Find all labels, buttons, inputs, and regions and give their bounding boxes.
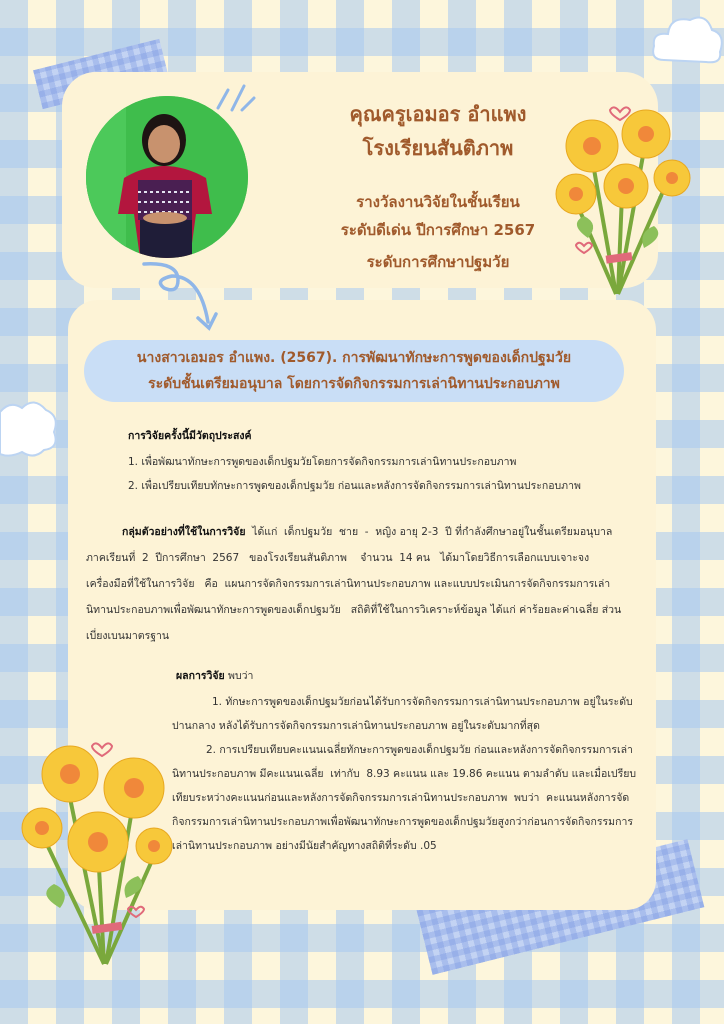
cloud-icon xyxy=(0,394,60,464)
curved-arrow-icon xyxy=(138,258,228,338)
school-name: โรงเรียนสันติภาพ xyxy=(362,136,514,160)
result-line: กิจกรรมการเล่านิทานประกอบภาพเพื่อพัฒนาทักษะการพูดของเด็กปฐมวัยสูงกว่าก่อนการจัดกิจกรรมการ xyxy=(172,816,633,828)
sunflower-bouquet-icon xyxy=(548,98,694,302)
results-heading: ผลการวิจัย พบว่า xyxy=(176,670,254,682)
result-line: เทียบระหว่างคะแนนก่อนและหลังการจัดกิจกรรมการเล่านิทานประกอบภาพ พบว่า คะแนนหลังการจัด xyxy=(172,792,630,804)
citation-banner xyxy=(84,340,624,402)
citation-line-1: นางสาวเอมอร อำแพง. (2567). การพัฒนาทักษะการพูดของเด็กปฐมวัย xyxy=(136,350,572,366)
sample-paragraph-line: เครื่องมือที่ใช้ในการวิจัย คือ แผนการจัดกิจกรรมการเล่านิทานประกอบภาพ และแบบประเมินการจัดกิจกรรมการเล่า xyxy=(86,578,611,590)
objective-item: 2. เพื่อเปรียบเทียบทักษะการพูดของเด็กปฐมวัย ก่อนและหลังการจัดกิจกรรมการเล่านิทานประกอบภาพ xyxy=(128,480,581,492)
objective-item: 1. เพื่อพัฒนาทักษะการพูดของเด็กปฐมวัยโดยการจัดกิจกรรมการเล่านิทานประกอบภาพ xyxy=(128,456,517,468)
citation-line-2: ระดับชั้นเตรียมอนุบาล โดยการจัดกิจกรรมการเล่านิทานประกอบภาพ xyxy=(148,376,560,392)
result-line: 1. ทักษะการพูดของเด็กปฐมวัยก่อนได้รับการจัดกิจกรรมการเล่านิทานประกอบภาพ อยู่ในระดับ xyxy=(212,696,633,708)
results-label: ผลการวิจัย xyxy=(176,670,225,682)
education-level: ระดับการศึกษาปฐมวัย xyxy=(366,253,510,271)
teacher-photo xyxy=(86,96,248,258)
result-line: นิทานประกอบภาพ มีคะแนนเฉลี่ย เท่ากับ 8.93 คะแนน และ 19.86 คะแนน ตามลำดับ และเมื่อเปรียบ xyxy=(172,768,637,780)
result-line: เล่านิทานประกอบภาพ อย่างมีนัยสำคัญทางสถิติที่ระดับ .05 xyxy=(172,840,437,852)
objectives-heading: การวิจัยครั้งนี้มีวัตถุประสงค์ xyxy=(128,430,252,442)
sample-paragraph-line: กลุ่มตัวอย่างที่ใช้ในการวิจัย ได้แก่ เด็กปฐมวัย ชาย - หญิง อายุ 2-3 ปี ที่กำลังศึกษาอยู่ในชั้นเตรียมอนุบาล xyxy=(122,526,613,538)
sparkle-lines-icon xyxy=(214,80,258,112)
award-title: รางวัลงานวิจัยในชั้นเรียน xyxy=(356,193,520,211)
award-level: ระดับดีเด่น ปีการศึกษา 2567 xyxy=(340,221,536,239)
sample-label: กลุ่มตัวอย่างที่ใช้ในการวิจัย xyxy=(122,526,246,538)
result-line: ปานกลาง หลังได้รับการจัดกิจกรรมการเล่านิทานประกอบภาพ อยู่ในระดับมากที่สุด xyxy=(172,720,540,732)
sample-paragraph-line: ภาคเรียนที่ 2 ปีการศึกษา 2567 ของโรงเรียนสันติภาพ จำนวน 14 คน ได้มาโดยวิธีการเลือกแบบเจาะจง xyxy=(86,552,590,564)
cloud-icon xyxy=(648,8,724,78)
sunflower-bouquet-icon xyxy=(14,738,174,970)
sample-paragraph-line: นิทานประกอบภาพเพื่อพัฒนาทักษะการพูดของเด็กปฐมวัย สถิติที่ใช้ในการวิเคราะห์ข้อมูล ได้แก่ ค่าร้อยละค่าเฉลี่ย ส่วน xyxy=(86,604,622,616)
teacher-name: คุณครูเอมอร อำแพง xyxy=(349,102,527,126)
result-line: 2. การเปรียบเทียบคะแนนเฉลี่ยทักษะการพูดของเด็กปฐมวัย ก่อนและหลังการจัดกิจกรรมการเล่า xyxy=(206,744,633,756)
sample-paragraph-line: เบี่ยงเบนมาตรฐาน xyxy=(86,630,170,642)
